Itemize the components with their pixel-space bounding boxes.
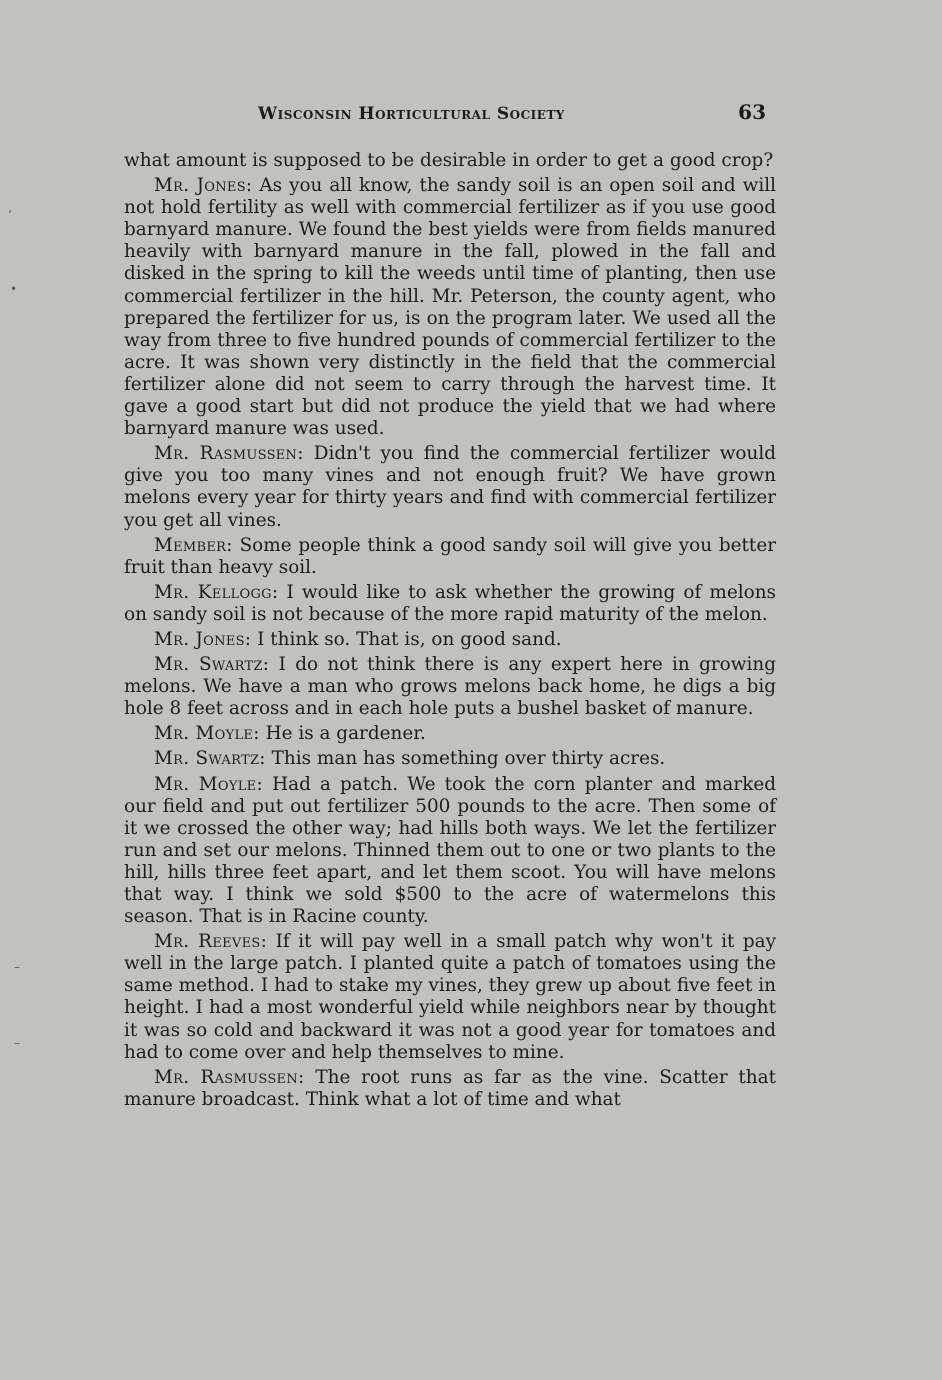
paragraph-text: This man has something over thirty acres. xyxy=(271,748,666,770)
margin-speck: – xyxy=(14,960,20,974)
speaker-name: Mr. Kellogg: xyxy=(154,581,279,603)
speaker-name: Mr. Jones: xyxy=(154,175,253,197)
speaker-name: Mr. Moyle: xyxy=(154,723,260,745)
paragraph xyxy=(124,175,776,440)
paragraph-text: I do not think there is any expert here in growing melons. We have a man who grows melons back home, he digs a big hole 8 feet across and in each hole puts a bushel basket of manure. xyxy=(124,654,776,720)
running-title: Wisconsin Horticultural Society xyxy=(258,104,565,124)
speaker-name: Mr. Jones: xyxy=(154,628,252,650)
paragraph-text: Some people think a good sandy soil will give you better fruit than heavy soil. xyxy=(124,534,776,578)
paragraph xyxy=(124,443,776,531)
paragraph-text: As you all know, the sandy soil is an open soil and will not hold fertility as well with commercial fertilizer as if you use good barnyard manure. We found the best yields were from fields manured heavily with barnyard manure in the fall, plowed in the fall and disked in the spring to kill the weeds until time of planting, then use commercial fertilizer in the hill. Mr. Peterson, the county agent, who prepared the fertilizer for us, is on the program later. We used all the way from three to five hundred pounds of commercial fertilizer to the acre. It was shown very distinctly in the field that the commercial fertilizer alone did not seem to carry through the harvest time. It gave a good start but did not produce the yield that we had where barnyard manure was used. xyxy=(124,175,776,440)
paragraph-text: If it will pay well in a small patch why won't it pay well in the large patch. I planted quite a patch of tomatoes using the same method. I had to stake my vines, they grew up about five feet in height. I had a most wonderful yield while neighbors near by thought it was so cold and backward it was not a good year for tomatoes and had to come over and help themselves to mine. xyxy=(124,931,776,1063)
page-header xyxy=(258,100,778,132)
speaker-name: Member: xyxy=(154,534,233,556)
page-number: 63 xyxy=(738,100,766,124)
paragraph xyxy=(124,535,776,579)
margin-speck: ‘ xyxy=(8,208,12,222)
paragraph xyxy=(124,654,776,720)
paragraph-text: I would like to ask whether the growing of melons on sandy soil is not because of the more rapid maturity of the melon. xyxy=(124,581,776,625)
paragraph xyxy=(124,629,776,651)
paragraph-text: I think so. That is, on good sand. xyxy=(257,628,562,650)
paragraph-text: Didn't you find the commercial fertilizer would give you too many vines and not enough fruit? We have grown melons every year for thirty years and find with commercial fertilizer you get all vines. xyxy=(124,443,777,531)
paragraph-text: what amount is supposed to be desirable in order to get a good crop? xyxy=(124,150,774,171)
paragraph xyxy=(124,774,776,929)
paragraph-text: The root runs as far as the vine. Scatter that manure broadcast. Think what a lot of time and what xyxy=(124,1066,776,1110)
speaker-name: Mr. Swartz: xyxy=(154,748,266,770)
margin-speck: – xyxy=(14,1036,20,1050)
body-text xyxy=(124,150,776,1114)
paragraph-text: He is a gardener. xyxy=(265,723,426,745)
speaker-name: Mr. Swartz: xyxy=(154,654,270,676)
speaker-name: Mr. Rasmussen: xyxy=(154,1066,305,1088)
paragraph xyxy=(124,931,776,1064)
paragraph xyxy=(124,1067,776,1111)
speaker-name: Mr. Reeves: xyxy=(154,931,268,953)
margin-speck: • xyxy=(10,282,18,296)
paragraph-text: Had a patch. We took the corn planter and marked our field and put out fertilizer 500 pounds to the acre. Then some of it we crossed the other way; had hills both ways. We let the fertilizer run and set our melons. Thinned them out to one or two plants to the hill, hills three feet apart, and let them scoot. You will have melons that way. I think we sold $500 to the acre of watermelons this season. That is in Racine county. xyxy=(124,773,776,928)
speaker-name: Mr. Rasmussen: xyxy=(154,443,304,465)
paragraph xyxy=(124,723,776,745)
speaker-name: Mr. Moyle: xyxy=(154,773,263,795)
paragraph xyxy=(124,582,776,626)
paragraph xyxy=(124,150,776,172)
paragraph xyxy=(124,748,776,770)
